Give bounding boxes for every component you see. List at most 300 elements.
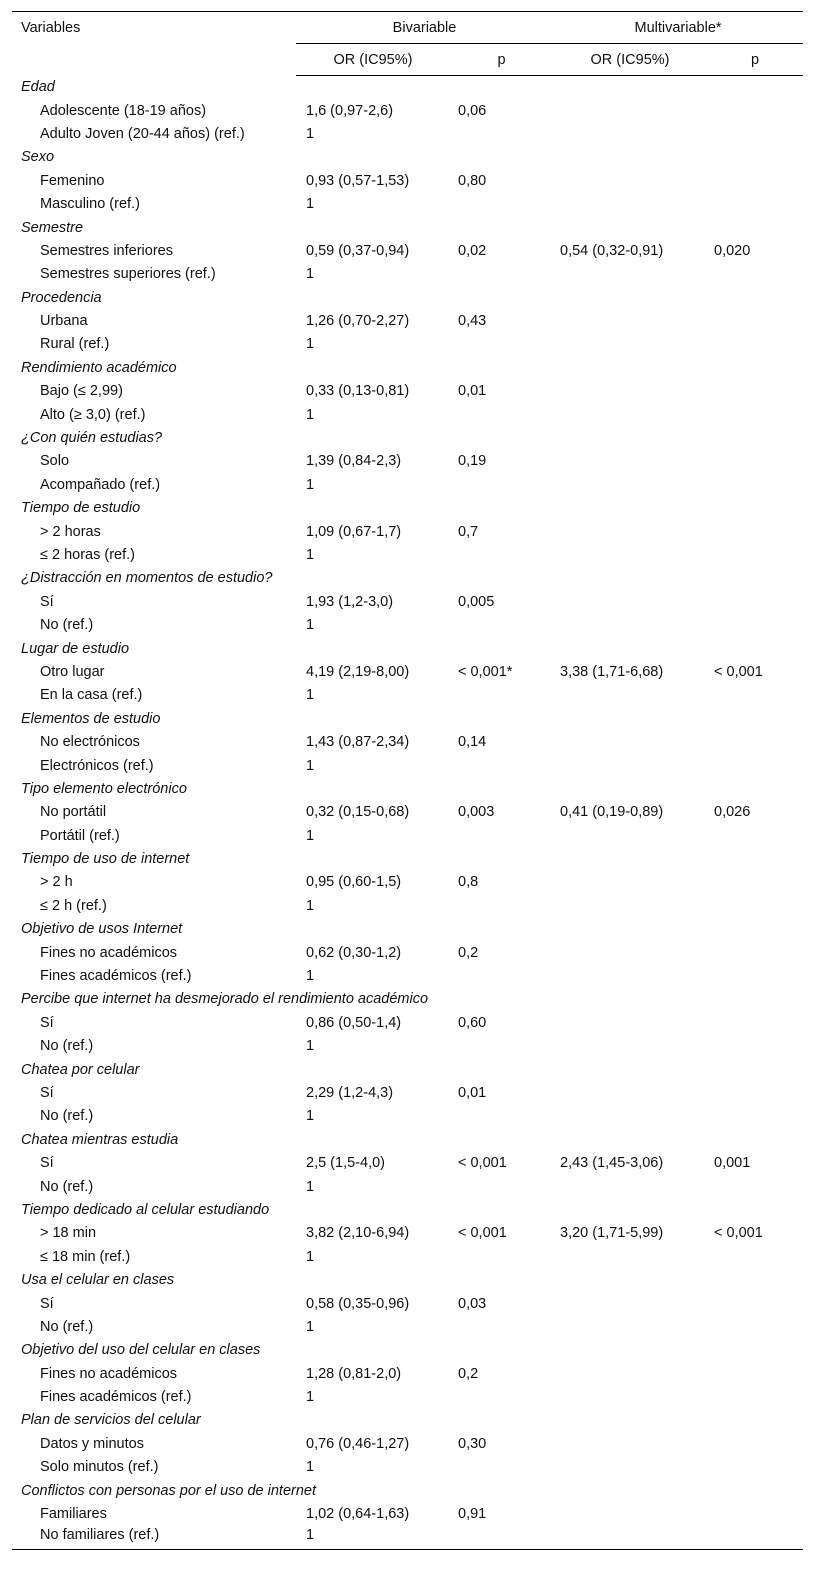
multivariable-p bbox=[707, 964, 803, 987]
bivariable-p: 0,01 bbox=[458, 383, 487, 400]
bivariable-or: 1 bbox=[306, 1108, 315, 1125]
bivariable-p: 0,19 bbox=[458, 453, 487, 470]
category-label: Objetivo del uso del celular en clases bbox=[21, 1342, 261, 1359]
multivariable-or bbox=[553, 520, 707, 543]
multivariable-or bbox=[553, 309, 707, 332]
category-row bbox=[12, 76, 803, 99]
multivariable-or bbox=[553, 1175, 707, 1198]
bivariable-or: 1 bbox=[306, 757, 315, 774]
bivariable-p: 0,005 bbox=[458, 593, 495, 610]
level-label: Adolescente (18-19 años) bbox=[40, 102, 207, 119]
bivariable-or: 1,39 (0,84-2,3) bbox=[306, 453, 402, 470]
bivariable-p: < 0,001 bbox=[458, 1155, 507, 1172]
multivariable-or bbox=[553, 403, 707, 426]
bivariable-or: 1,26 (0,70-2,27) bbox=[306, 313, 410, 330]
category-row bbox=[12, 216, 803, 239]
bivariable-or: 1 bbox=[306, 1459, 315, 1476]
multivariable-or bbox=[553, 169, 707, 192]
bivariable-p: 0,8 bbox=[458, 874, 479, 891]
multivariable-p bbox=[707, 380, 803, 403]
level-label: Bajo (≤ 2,99) bbox=[40, 383, 123, 400]
bivariable-or: 1,09 (0,67-1,7) bbox=[306, 523, 402, 540]
category-label: Procedencia bbox=[21, 289, 102, 306]
bivariable-p bbox=[450, 473, 553, 496]
category-row bbox=[12, 567, 803, 590]
level-label: No portátil bbox=[40, 804, 107, 821]
bivariable-p bbox=[450, 1456, 553, 1479]
bivariable-or: 1 bbox=[306, 336, 315, 353]
category-row bbox=[12, 356, 803, 379]
bivariable-p: 0,14 bbox=[458, 734, 487, 751]
table-row bbox=[12, 122, 803, 145]
multivariable-p bbox=[707, 122, 803, 145]
multivariable-or bbox=[553, 1081, 707, 1104]
bivariable-or: 1 bbox=[306, 827, 315, 844]
level-label: En la casa (ref.) bbox=[40, 687, 143, 704]
level-label: No (ref.) bbox=[40, 1178, 94, 1195]
category-row bbox=[12, 637, 803, 660]
multivariable-p: 0,001 bbox=[714, 1155, 751, 1172]
bivariable-p bbox=[450, 964, 553, 987]
bivariable-or: 1 bbox=[306, 1038, 315, 1055]
bivariable-or: 1,6 (0,97-2,6) bbox=[306, 102, 394, 119]
multivariable-or bbox=[553, 1385, 707, 1408]
table-row bbox=[12, 1175, 803, 1198]
table-row bbox=[12, 99, 803, 122]
multivariable-p bbox=[707, 1175, 803, 1198]
multivariable-or bbox=[553, 1245, 707, 1268]
bivariable-or: 0,76 (0,46-1,27) bbox=[306, 1435, 410, 1452]
bivariable-p bbox=[450, 333, 553, 356]
multivariable-or bbox=[553, 871, 707, 894]
multivariable-p bbox=[707, 263, 803, 286]
table-row bbox=[12, 1502, 803, 1525]
level-label: Fines académicos (ref.) bbox=[40, 1389, 192, 1406]
bivariable-or: 0,95 (0,60-1,5) bbox=[306, 874, 402, 891]
bivariable-p: 0,80 bbox=[458, 172, 487, 189]
multivariable-or bbox=[553, 473, 707, 496]
level-label: Sí bbox=[40, 1295, 54, 1312]
category-label: Plan de servicios del celular bbox=[21, 1412, 201, 1429]
bivariable-or: 1 bbox=[306, 266, 315, 283]
bivariable-or: 2,29 (1,2-4,3) bbox=[306, 1084, 394, 1101]
level-label: Fines no académicos bbox=[40, 1365, 178, 1382]
level-label: Semestres superiores (ref.) bbox=[40, 266, 216, 283]
level-label: No (ref.) bbox=[40, 1318, 94, 1335]
level-label: Familiares bbox=[40, 1506, 107, 1523]
bivariable-or: 3,82 (2,10-6,94) bbox=[306, 1225, 410, 1242]
table-row bbox=[12, 660, 803, 683]
category-row bbox=[12, 777, 803, 800]
multivariable-p: 0,026 bbox=[714, 804, 751, 821]
level-label: Sí bbox=[40, 1014, 54, 1031]
category-label: Sexo bbox=[21, 149, 55, 166]
level-label: Otro lugar bbox=[40, 663, 105, 680]
multivariable-p: < 0,001 bbox=[714, 663, 763, 680]
table-row bbox=[12, 1526, 803, 1549]
bivariable-p bbox=[450, 1315, 553, 1338]
level-label: Electrónicos (ref.) bbox=[40, 757, 154, 774]
bivariable-p: 0,91 bbox=[458, 1506, 487, 1523]
multivariable-p bbox=[707, 99, 803, 122]
category-label: Percibe que internet ha desmejorado el rendimiento académico bbox=[21, 991, 429, 1008]
bivariable-or: 1 bbox=[306, 196, 315, 213]
multivariable-or bbox=[553, 964, 707, 987]
table-row bbox=[12, 1315, 803, 1338]
bivariable-p bbox=[450, 613, 553, 636]
header-bivariable: Bivariable bbox=[296, 12, 553, 44]
category-label: Tiempo de uso de internet bbox=[21, 851, 190, 868]
table-row bbox=[12, 684, 803, 707]
multivariable-or bbox=[553, 333, 707, 356]
bivariable-p bbox=[450, 894, 553, 917]
level-label: ≤ 2 h (ref.) bbox=[40, 897, 107, 914]
table-row bbox=[12, 941, 803, 964]
bivariable-p: < 0,001* bbox=[458, 663, 513, 680]
bivariable-or: 0,93 (0,57-1,53) bbox=[306, 172, 410, 189]
bivariable-or: 1 bbox=[306, 1318, 315, 1335]
multivariable-or bbox=[553, 1526, 707, 1549]
level-label: ≤ 2 horas (ref.) bbox=[40, 547, 135, 563]
table-row bbox=[12, 1105, 803, 1128]
header-multivariable: Multivariable* bbox=[553, 12, 803, 44]
category-label: Elementos de estudio bbox=[21, 710, 161, 727]
category-row bbox=[12, 1128, 803, 1151]
multivariable-p bbox=[707, 730, 803, 753]
level-label: Datos y minutos bbox=[40, 1435, 144, 1452]
multivariable-or bbox=[553, 1362, 707, 1385]
multivariable-or bbox=[553, 613, 707, 636]
multivariable-p bbox=[707, 1292, 803, 1315]
bivariable-or: 1,28 (0,81-2,0) bbox=[306, 1365, 402, 1382]
multivariable-p bbox=[707, 1385, 803, 1408]
bivariable-p bbox=[450, 824, 553, 847]
level-label: Sí bbox=[40, 593, 54, 610]
bivariable-p: 0,003 bbox=[458, 804, 495, 821]
multivariable-p bbox=[707, 520, 803, 543]
multivariable-or: 2,43 (1,45-3,06) bbox=[560, 1155, 664, 1172]
table-row bbox=[12, 824, 803, 847]
multivariable-p bbox=[707, 192, 803, 215]
level-label: Urbana bbox=[40, 313, 88, 330]
table-body bbox=[12, 76, 803, 1550]
table-row bbox=[12, 1456, 803, 1479]
bivariable-p: 0,02 bbox=[458, 242, 487, 259]
multivariable-or: 3,20 (1,71-5,99) bbox=[560, 1225, 664, 1242]
multivariable-p bbox=[707, 1456, 803, 1479]
category-label: Usa el celular en clases bbox=[21, 1272, 175, 1289]
multivariable-or bbox=[553, 1292, 707, 1315]
category-label: ¿Distracción en momentos de estudio? bbox=[21, 570, 273, 587]
bivariable-p bbox=[450, 263, 553, 286]
bivariable-or: 1 bbox=[296, 1526, 450, 1549]
multivariable-or bbox=[553, 543, 707, 566]
bivariable-or: 0,32 (0,15-0,68) bbox=[306, 804, 410, 821]
multivariable-or: 0,54 (0,32-0,91) bbox=[560, 242, 664, 259]
multivariable-p bbox=[707, 1011, 803, 1034]
results-table bbox=[12, 11, 803, 1550]
bivariable-or: 1 bbox=[306, 406, 315, 423]
bivariable-p bbox=[450, 1105, 553, 1128]
multivariable-or: 3,38 (1,71-6,68) bbox=[560, 663, 664, 680]
multivariable-p bbox=[707, 543, 803, 566]
multivariable-p bbox=[707, 894, 803, 917]
bivariable-or: 1,02 (0,64-1,63) bbox=[306, 1506, 410, 1523]
multivariable-p bbox=[707, 941, 803, 964]
bivariable-p: 0,60 bbox=[458, 1014, 487, 1031]
level-label: No electrónicos bbox=[40, 734, 140, 751]
bivariable-or: 1 bbox=[306, 687, 315, 704]
table-row bbox=[12, 543, 803, 566]
multivariable-p bbox=[707, 1362, 803, 1385]
bivariable-p: 0,2 bbox=[458, 944, 479, 961]
category-row bbox=[12, 1198, 803, 1221]
table-row bbox=[12, 450, 803, 473]
category-label: Tipo elemento electrónico bbox=[21, 780, 187, 797]
table-row bbox=[12, 239, 803, 262]
category-row bbox=[12, 1339, 803, 1362]
bivariable-p bbox=[450, 754, 553, 777]
category-row bbox=[12, 847, 803, 870]
category-row bbox=[12, 1268, 803, 1291]
level-label: No (ref.) bbox=[40, 1108, 94, 1125]
multivariable-or bbox=[553, 1456, 707, 1479]
multivariable-p bbox=[707, 871, 803, 894]
level-label: Adulto Joven (20-44 años) (ref.) bbox=[40, 125, 245, 142]
table-row bbox=[12, 964, 803, 987]
bivariable-p bbox=[450, 1035, 553, 1058]
multivariable-or: 0,41 (0,19-0,89) bbox=[560, 804, 664, 821]
table-row bbox=[12, 1011, 803, 1034]
bivariable-p bbox=[450, 403, 553, 426]
table-row bbox=[12, 730, 803, 753]
bivariable-or: 0,62 (0,30-1,2) bbox=[306, 944, 402, 961]
table-row bbox=[12, 380, 803, 403]
header-biv-p: p bbox=[450, 44, 553, 76]
bivariable-p bbox=[450, 1385, 553, 1408]
category-label: Objetivo de usos Internet bbox=[21, 921, 183, 938]
category-row bbox=[12, 1479, 803, 1502]
level-label: Fines no académicos bbox=[40, 944, 178, 961]
table-row bbox=[12, 333, 803, 356]
bivariable-or: 1 bbox=[306, 125, 315, 142]
level-label: > 2 horas bbox=[40, 523, 101, 540]
multivariable-p bbox=[707, 450, 803, 473]
multivariable-p bbox=[707, 403, 803, 426]
table-row bbox=[12, 192, 803, 215]
level-label: > 18 min bbox=[40, 1225, 97, 1242]
category-row bbox=[12, 707, 803, 730]
category-label: Semestre bbox=[21, 219, 84, 236]
table-row bbox=[12, 263, 803, 286]
multivariable-p bbox=[707, 1502, 803, 1525]
bivariable-or: 0,59 (0,37-0,94) bbox=[306, 242, 410, 259]
multivariable-p bbox=[707, 684, 803, 707]
table-header bbox=[12, 12, 803, 76]
category-row bbox=[12, 1058, 803, 1081]
multivariable-p bbox=[707, 333, 803, 356]
table-row bbox=[12, 1432, 803, 1455]
category-row bbox=[12, 497, 803, 520]
table-row bbox=[12, 871, 803, 894]
multivariable-or bbox=[553, 263, 707, 286]
bivariable-p bbox=[450, 122, 553, 145]
bivariable-p bbox=[450, 192, 553, 215]
multivariable-p bbox=[707, 1432, 803, 1455]
bivariable-or: 4,19 (2,19-8,00) bbox=[306, 663, 410, 680]
table-row bbox=[12, 1222, 803, 1245]
multivariable-or bbox=[553, 1502, 707, 1525]
multivariable-or bbox=[553, 122, 707, 145]
bivariable-p bbox=[450, 684, 553, 707]
header-mult-p: p bbox=[707, 44, 803, 76]
header-mult-or: OR (IC95%) bbox=[553, 44, 707, 76]
category-row bbox=[12, 426, 803, 449]
multivariable-or bbox=[553, 684, 707, 707]
bivariable-or: 0,58 (0,35-0,96) bbox=[306, 1295, 410, 1312]
multivariable-p bbox=[707, 473, 803, 496]
bivariable-p: 0,7 bbox=[458, 523, 479, 540]
bivariable-or: 1 bbox=[306, 1178, 315, 1195]
bivariable-or: 1 bbox=[306, 617, 315, 634]
multivariable-p bbox=[707, 590, 803, 613]
bivariable-p: 0,06 bbox=[458, 102, 487, 119]
multivariable-or bbox=[553, 99, 707, 122]
multivariable-or bbox=[553, 941, 707, 964]
bivariable-or: 1 bbox=[306, 476, 315, 493]
multivariable-p: 0,020 bbox=[714, 242, 751, 259]
bivariable-p bbox=[450, 543, 553, 566]
table-row bbox=[12, 169, 803, 192]
table-row bbox=[12, 1362, 803, 1385]
category-label: Chatea por celular bbox=[21, 1061, 140, 1078]
level-label: ≤ 18 min (ref.) bbox=[40, 1248, 131, 1265]
category-label: Conflictos con personas por el uso de internet bbox=[21, 1482, 317, 1499]
category-label: Chatea mientras estudia bbox=[21, 1131, 179, 1148]
multivariable-p bbox=[707, 824, 803, 847]
category-row bbox=[12, 146, 803, 169]
multivariable-p bbox=[707, 309, 803, 332]
multivariable-or bbox=[553, 754, 707, 777]
bivariable-p: 0,2 bbox=[458, 1365, 479, 1382]
multivariable-p bbox=[707, 613, 803, 636]
bivariable-or: 1 bbox=[306, 1248, 315, 1265]
multivariable-p bbox=[707, 1245, 803, 1268]
table-row bbox=[12, 1245, 803, 1268]
level-label: Sí bbox=[40, 1084, 54, 1101]
header-biv-or: OR (IC95%) bbox=[296, 44, 450, 76]
level-label: > 2 h bbox=[40, 874, 73, 891]
table-row bbox=[12, 1385, 803, 1408]
bivariable-p: 0,43 bbox=[458, 313, 487, 330]
table-row bbox=[12, 520, 803, 543]
bivariable-p bbox=[450, 1175, 553, 1198]
category-row bbox=[12, 918, 803, 941]
table-row bbox=[12, 1081, 803, 1104]
level-label: No familiares (ref.) bbox=[12, 1526, 296, 1549]
category-row bbox=[12, 1409, 803, 1432]
level-label: No (ref.) bbox=[40, 617, 94, 634]
bivariable-or: 1 bbox=[306, 1389, 315, 1406]
level-label: Portátil (ref.) bbox=[40, 827, 120, 844]
multivariable-or bbox=[553, 1315, 707, 1338]
bivariable-or: 0,33 (0,13-0,81) bbox=[306, 383, 410, 400]
category-label: ¿Con quién estudias? bbox=[21, 430, 163, 447]
category-row bbox=[12, 988, 803, 1011]
bivariable-or: 1 bbox=[306, 547, 315, 563]
table-row bbox=[12, 1151, 803, 1174]
multivariable-p bbox=[707, 754, 803, 777]
category-label: Tiempo de estudio bbox=[21, 500, 141, 517]
level-label: Acompañado (ref.) bbox=[40, 476, 161, 493]
bivariable-or: 1,93 (1,2-3,0) bbox=[306, 593, 394, 610]
level-label: Sí bbox=[40, 1155, 54, 1172]
table-row bbox=[12, 894, 803, 917]
multivariable-p bbox=[707, 169, 803, 192]
bivariable-or: 1,43 (0,87-2,34) bbox=[306, 734, 410, 751]
multivariable-or bbox=[553, 450, 707, 473]
bivariable-p: 0,01 bbox=[458, 1084, 487, 1101]
multivariable-p bbox=[707, 1315, 803, 1338]
table-row bbox=[12, 754, 803, 777]
multivariable-p bbox=[707, 1526, 803, 1549]
bivariable-p bbox=[450, 1526, 553, 1549]
table-row bbox=[12, 590, 803, 613]
level-label: Alto (≥ 3,0) (ref.) bbox=[40, 406, 146, 423]
level-label: Rural (ref.) bbox=[40, 336, 110, 353]
level-label: Masculino (ref.) bbox=[40, 196, 140, 213]
bivariable-or: 0,86 (0,50-1,4) bbox=[306, 1014, 402, 1031]
table-row bbox=[12, 801, 803, 824]
bivariable-p: 0,03 bbox=[458, 1295, 487, 1312]
category-label: Tiempo dedicado al celular estudiando bbox=[21, 1201, 270, 1218]
multivariable-p bbox=[707, 1035, 803, 1058]
level-label: Semestres inferiores bbox=[40, 242, 173, 259]
multivariable-p: < 0,001 bbox=[714, 1225, 763, 1242]
bivariable-or: 2,5 (1,5-4,0) bbox=[306, 1155, 385, 1172]
bivariable-p: < 0,001 bbox=[458, 1225, 507, 1242]
category-label: Rendimiento académico bbox=[21, 359, 177, 376]
multivariable-or bbox=[553, 1011, 707, 1034]
multivariable-or bbox=[553, 894, 707, 917]
category-label: Lugar de estudio bbox=[21, 640, 130, 657]
header-variables: Variables bbox=[12, 12, 296, 76]
table-row bbox=[12, 1035, 803, 1058]
multivariable-p bbox=[707, 1081, 803, 1104]
level-label: Fines académicos (ref.) bbox=[40, 968, 192, 985]
level-label: Solo bbox=[40, 453, 70, 470]
table-row bbox=[12, 613, 803, 636]
category-label: Edad bbox=[21, 79, 55, 96]
multivariable-or bbox=[553, 192, 707, 215]
multivariable-or bbox=[553, 1035, 707, 1058]
multivariable-or bbox=[553, 1432, 707, 1455]
bivariable-p bbox=[450, 1245, 553, 1268]
table-row bbox=[12, 309, 803, 332]
multivariable-or bbox=[553, 590, 707, 613]
multivariable-p bbox=[707, 1105, 803, 1128]
table-row bbox=[12, 1292, 803, 1315]
multivariable-or bbox=[553, 824, 707, 847]
multivariable-or bbox=[553, 730, 707, 753]
bivariable-or: 1 bbox=[306, 968, 315, 985]
level-label: Femenino bbox=[40, 172, 105, 189]
table-row bbox=[12, 473, 803, 496]
multivariable-or bbox=[553, 380, 707, 403]
bivariable-p: 0,30 bbox=[458, 1435, 487, 1452]
category-row bbox=[12, 286, 803, 309]
level-label: Solo minutos (ref.) bbox=[40, 1459, 159, 1476]
